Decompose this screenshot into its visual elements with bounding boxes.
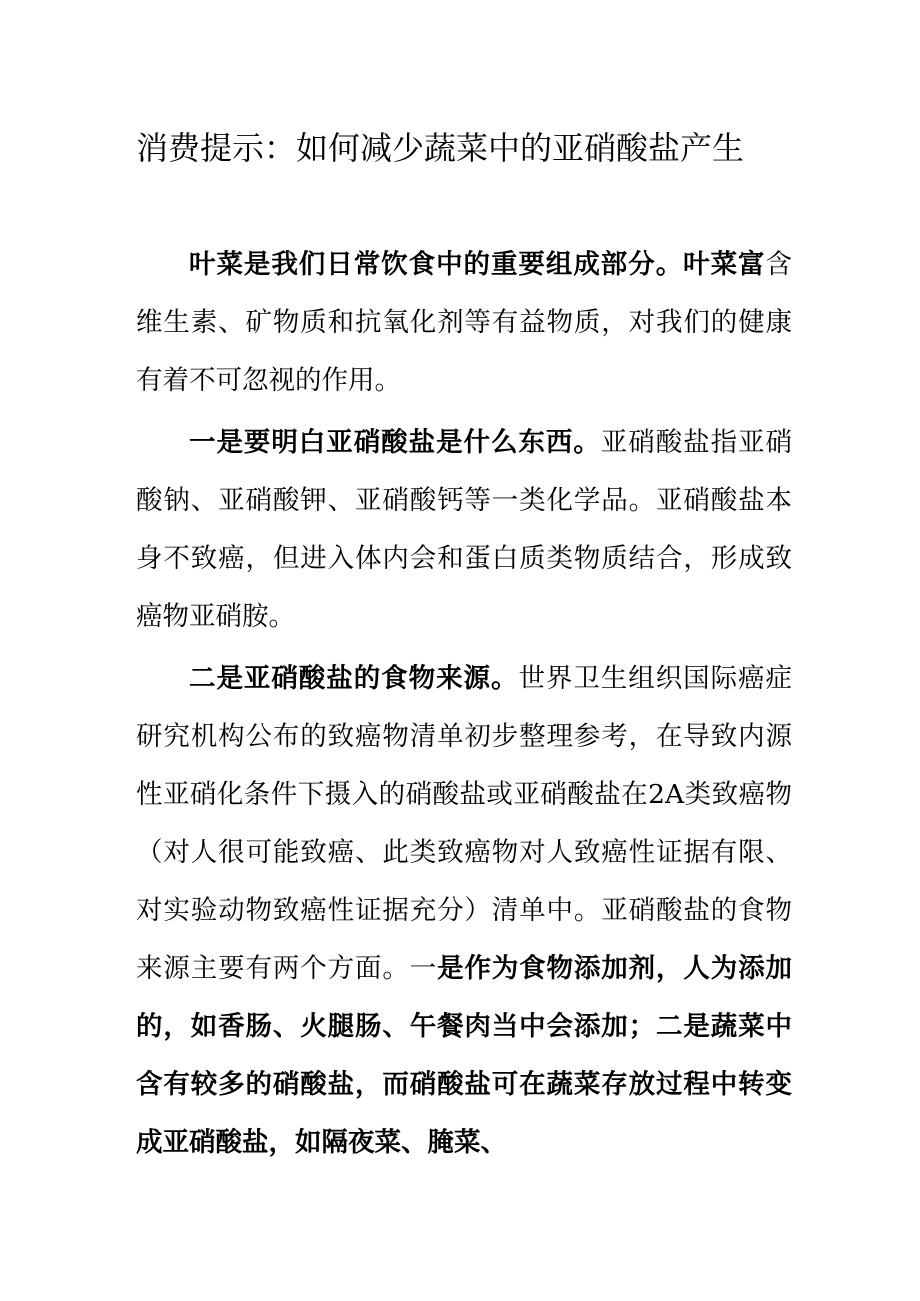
paragraph-text: 世界卫生组织国际癌症研究机构公布的致癌物清单初步整理参考，在导致内源性亚硝化条件下摄入的硝酸盐或亚硝酸盐在2A类致癌物（对人很可能致癌、此类致癌物对人致癌性证据有限、对实验动物致癌性证据充分）清单中。亚硝酸盐的食物来源主要有两个方面。一: [136, 663, 793, 984]
paragraph-nitrite-sources: [136, 650, 792, 1172]
paragraph-text: 含维生素、矿物质和抗氧化剂等有益物质，对我们的健康有着不可忽视的作用。: [136, 249, 792, 396]
paragraph-lead: 一是要明白亚硝酸盐是什么东西。: [189, 427, 601, 458]
paragraph-tail: 是作为食物添加剂，人为添加的，如香肠、火腿肠、午餐肉当中会添加；二是蔬菜中含有较多的硝酸盐，而硝酸盐可在蔬菜存放过程中转变成亚硝酸盐，如隔夜菜、腌菜、: [136, 953, 793, 1158]
paragraph-text: 亚硝酸盐指亚硝酸钠、亚硝酸钾、亚硝酸钙等一类化学品。亚硝酸盐本身不致癌，但进入体内会和蛋白质类物质结合，形成致癌物亚硝胺。: [136, 427, 793, 632]
page-title: 消费提示：如何减少蔬菜中的亚硝酸盐产生: [136, 129, 745, 167]
paragraph-lead: 叶菜是我们日常饮食中的重要组成部分。叶菜富: [189, 249, 766, 280]
paragraph-lead: 二是亚硝酸盐的食物来源。: [189, 663, 519, 694]
paragraph-what-is-nitrite: [136, 414, 792, 646]
document-body: [136, 236, 792, 1172]
paragraph-leafy-vegetables: [136, 236, 792, 410]
